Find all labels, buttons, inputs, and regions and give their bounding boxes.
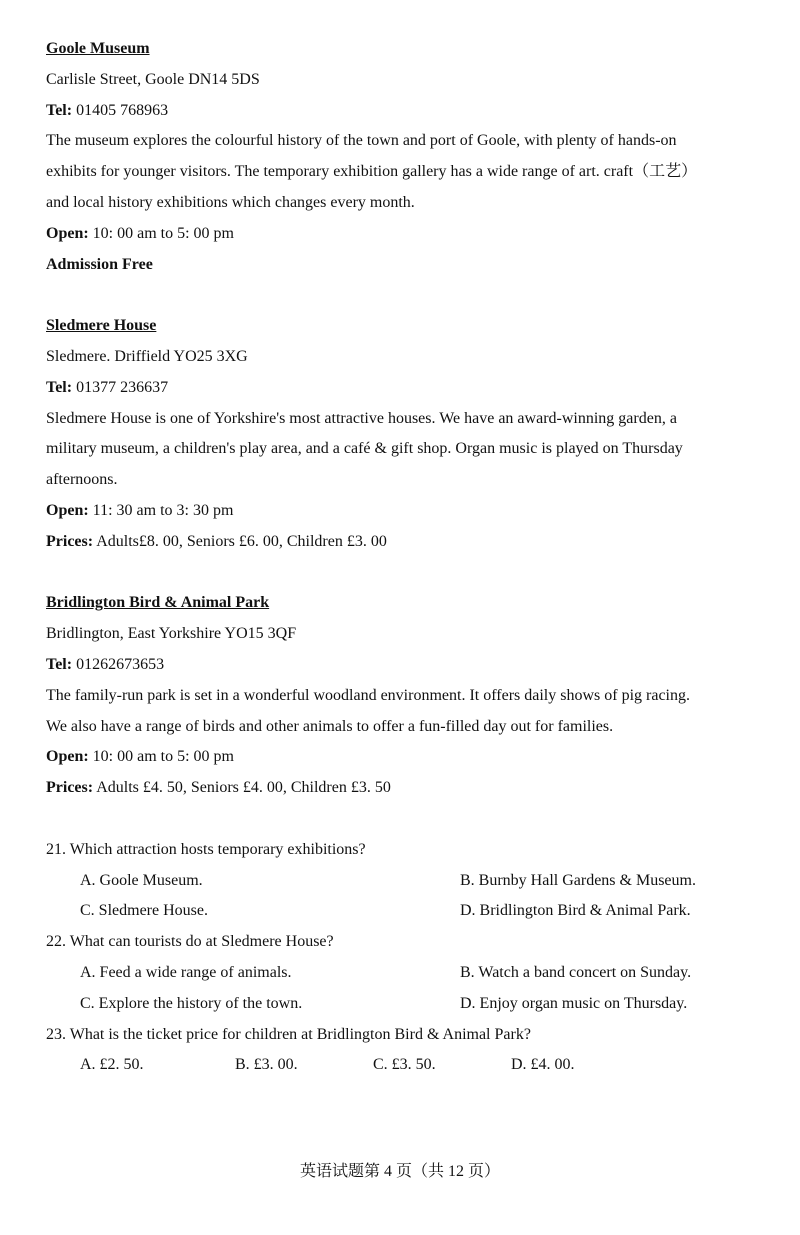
spacer — [46, 280, 766, 311]
question-stem: 23. What is the ticket price for children at Bridlington Bird & Animal Park? — [46, 1025, 531, 1043]
question-stem: 21. Which attraction hosts temporary exhibitions? — [46, 840, 366, 858]
attraction-tel — [46, 650, 766, 681]
page-footer: 英语试题第 4 页（共 12 页） — [299, 1163, 500, 1180]
open-label: Open: — [46, 748, 89, 766]
description-line: and local history exhibitions which changes every month. — [46, 193, 415, 211]
option-a: A. Goole Museum. — [80, 871, 203, 889]
tel-value: 01377 236637 — [72, 378, 169, 396]
option-c: C. Explore the history of the town. — [80, 994, 303, 1012]
open-value: 10: 00 am to 5: 00 pm — [88, 224, 234, 242]
spacer — [46, 558, 766, 589]
attraction-sledmere-house — [46, 311, 766, 588]
tel-label: Tel: — [46, 655, 73, 673]
option-d: D. £4. 00. — [511, 1056, 575, 1074]
attraction-tel — [46, 96, 766, 127]
admission: Admission Free — [46, 255, 153, 273]
attraction-goole-museum — [46, 34, 766, 311]
option-d: D. Enjoy organ music on Thursday. — [460, 994, 688, 1012]
open-label: Open: — [46, 224, 89, 242]
attraction-title: Sledmere House — [46, 317, 157, 335]
description-line: afternoons. — [46, 471, 118, 489]
attraction-prices — [46, 773, 766, 804]
option-c: C. £3. 50. — [373, 1056, 436, 1074]
questions — [46, 835, 766, 1081]
option-b: B. Burnby Hall Gardens & Museum. — [460, 871, 696, 889]
open-label: Open: — [46, 501, 89, 519]
tel-label: Tel: — [46, 101, 73, 119]
open-value: 10: 00 am to 5: 00 pm — [88, 748, 234, 766]
attraction-open — [46, 496, 766, 527]
tel-value: 01262673653 — [72, 655, 165, 673]
prices-value: Adults £4. 50, Seniors £4. 00, Children £3. 50 — [93, 779, 391, 797]
attraction-prices — [46, 527, 766, 558]
spacer — [46, 804, 766, 835]
document-body — [46, 34, 766, 1081]
description-line: Sledmere House is one of Yorkshire's most attractive houses. We have an award-winning garden, a — [46, 409, 677, 427]
attraction-title: Goole Museum — [46, 40, 150, 57]
description-line: The museum explores the colourful history of the town and port of Goole, with plenty of hands-on — [46, 132, 677, 150]
attraction-address: Carlisle Street, Goole DN14 5DS — [46, 70, 260, 88]
prices-label: Prices: — [46, 779, 94, 797]
option-c: C. Sledmere House. — [80, 902, 208, 920]
description-line: military museum, a children's play area, and a café & gift shop. Organ music is played on Thursday — [46, 440, 683, 458]
attraction-open — [46, 219, 766, 250]
option-b: B. Watch a band concert on Sunday. — [460, 963, 692, 981]
attraction-address: Bridlington, East Yorkshire YO15 3QF — [46, 625, 297, 643]
option-d: D. Bridlington Bird & Animal Park. — [460, 902, 691, 920]
question-stem: 22. What can tourists do at Sledmere House? — [46, 933, 334, 951]
option-a: A. Feed a wide range of animals. — [80, 963, 292, 981]
prices-value: Adults£8. 00, Seniors £6. 00, Children £3. 00 — [93, 532, 387, 550]
description-line: The family-run park is set in a wonderful woodland environment. It offers daily shows of pig racing. — [46, 686, 690, 704]
option-a: A. £2. 50. — [80, 1056, 144, 1074]
prices-label: Prices: — [46, 532, 94, 550]
attraction-open — [46, 742, 766, 773]
open-value: 11: 30 am to 3: 30 pm — [88, 501, 234, 519]
attraction-title: Bridlington Bird & Animal Park — [46, 594, 270, 612]
attraction-bridlington-park — [46, 588, 766, 834]
description-line: exhibits for younger visitors. The temporary exhibition gallery has a wide range of art. craft（工艺） — [46, 163, 698, 181]
tel-label: Tel: — [46, 378, 73, 396]
attraction-tel — [46, 373, 766, 404]
option-b: B. £3. 00. — [235, 1056, 298, 1074]
description-line: We also have a range of birds and other animals to offer a fun-filled day out for families. — [46, 717, 614, 735]
tel-value: 01405 768963 — [72, 101, 169, 119]
attraction-address: Sledmere. Driffield YO25 3XG — [46, 347, 248, 365]
